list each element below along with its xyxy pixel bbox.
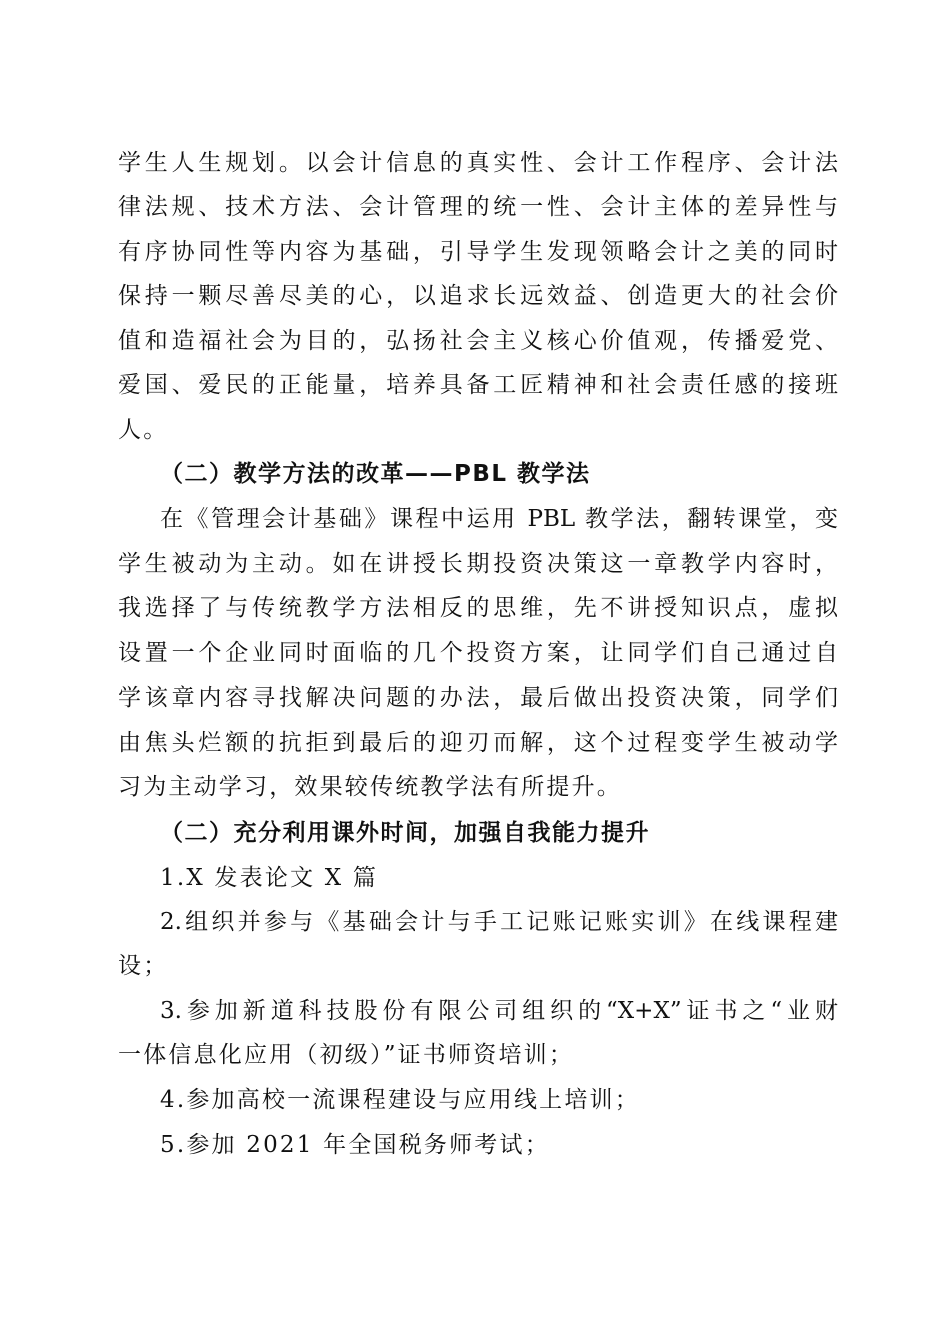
paragraph-2-line-2: 学生被动为主动。如在讲授长期投资决策这一章教学内容时， (118, 551, 838, 577)
paragraph-2-line-1: 在《管理会计基础》课程中运用 PBL 教学法，翻转课堂，变 (160, 506, 838, 532)
paragraph-2-line-5: 学该章内容寻找解决问题的办法，最后做出投资决策，同学们 (118, 685, 838, 711)
list-item-4: 4.参加高校一流课程建设与应用线上培训； (160, 1087, 640, 1113)
paragraph-2-line-6: 由焦头烂额的抗拒到最后的迎刃而解，这个过程变学生被动学 (118, 730, 838, 756)
paragraph-1-line-1: 学生人生规划。以会计信息的真实性、会计工作程序、会计法 (118, 150, 838, 176)
paragraph-2-line-3: 我选择了与传统教学方法相反的思维，先不讲授知识点，虚拟 (118, 595, 838, 621)
paragraph-1-line-6: 爱国、爱民的正能量，培养具备工匠精神和社会责任感的接班 (118, 372, 838, 398)
section-heading-teaching-method: （二）教学方法的改革——PBL 教学法 (160, 461, 591, 487)
list-item-3-line-1: 3.参加新道科技股份有限公司组织的“X+X”证书之“业财 (160, 998, 838, 1024)
paragraph-2-line-7: 习为主动学习，效果较传统教学法有所提升。 (118, 774, 622, 800)
list-item-2-line-2: 设； (118, 953, 169, 979)
paragraph-1-line-3: 有序协同性等内容为基础，引导学生发现领略会计之美的同时 (118, 239, 838, 265)
list-item-1: 1.X 发表论文 X 篇 (160, 865, 379, 891)
section-heading-self-improvement: （二）充分利用课外时间，加强自我能力提升 (160, 820, 650, 846)
list-item-2-line-1: 2.组织并参与《基础会计与手工记账记账实训》在线课程建 (160, 909, 838, 935)
paragraph-1-line-7: 人。 (118, 417, 169, 443)
paragraph-2-line-4: 设置一个企业同时面临的几个投资方案，让同学们自己通过自 (118, 640, 838, 666)
paragraph-1-line-4: 保持一颗尽善尽美的心，以追求长远效益、创造更大的社会价 (118, 283, 838, 309)
list-item-3-line-2: 一体信息化应用（初级）”证书师资培训； (118, 1042, 575, 1068)
paragraph-1-line-5: 值和造福社会为目的，弘扬社会主义核心价值观，传播爱党、 (118, 328, 838, 354)
paragraph-1-line-2: 律法规、技术方法、会计管理的统一性、会计主体的差异性与 (118, 194, 838, 220)
list-item-5: 5.参加 2021 年全国税务师考试； (160, 1132, 550, 1158)
